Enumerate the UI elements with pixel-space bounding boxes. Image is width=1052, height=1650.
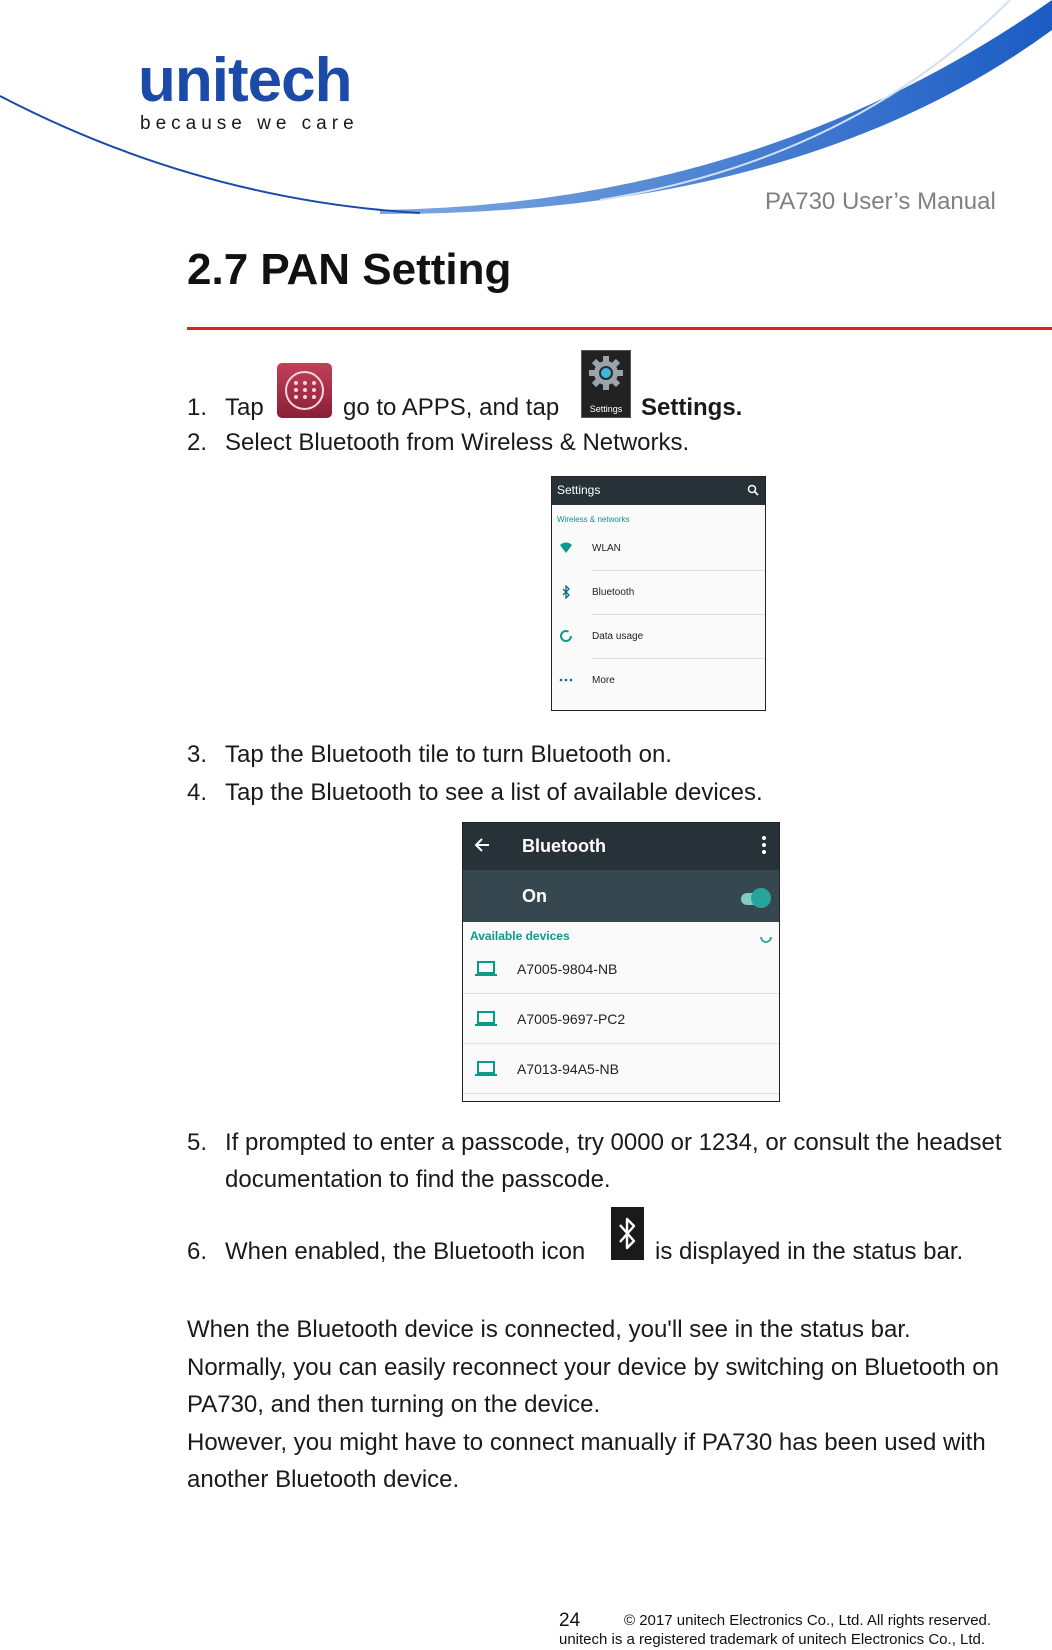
settings-row-wlan: [552, 527, 765, 571]
bluetooth-toggle-row: [463, 870, 779, 922]
app-bar-title: Bluetooth: [522, 836, 606, 856]
device-name: A7013-94A5-NB: [517, 1061, 619, 1077]
settings-row-more: [552, 659, 765, 703]
toggle-switch-knob: [751, 888, 771, 908]
bluetooth-status-icon: [611, 1207, 644, 1260]
step-text: If prompted to enter a passcode, try 0000 or 1234, or consult the headset: [225, 1129, 1002, 1156]
step-text: When enabled, the Bluetooth icon: [225, 1238, 586, 1265]
settings-app-icon: [581, 350, 631, 418]
step-text: Tap the Bluetooth to see a list of available devices.: [225, 779, 763, 806]
wifi-icon: [559, 541, 573, 555]
back-arrow-icon: [473, 836, 491, 854]
toggle-state-label: On: [522, 886, 547, 906]
step-text: documentation to find the passcode.: [225, 1166, 611, 1193]
step-number: 2.: [187, 429, 208, 456]
step-text-bold: Settings.: [641, 394, 743, 421]
bluetooth-icon: [559, 585, 573, 599]
step-number: 5.: [187, 1129, 208, 1156]
overflow-menu-icon: [761, 835, 767, 855]
laptop-icon: [475, 1061, 497, 1077]
step-text: Select Bluetooth from Wireless & Networks.: [225, 429, 690, 456]
step-text: Tap the Bluetooth tile to turn Bluetooth on.: [225, 741, 672, 768]
body-paragraph-line: Normally, you can easily reconnect your device by switching on Bluetooth on: [187, 1354, 999, 1381]
available-devices-label: Available devices: [470, 929, 570, 943]
device-row: [463, 994, 779, 1044]
settings-row-data-usage: [552, 615, 765, 659]
data-usage-icon: [559, 629, 573, 643]
brand-logo-word: unitech: [138, 46, 352, 115]
step-number: 6.: [187, 1238, 208, 1265]
body-paragraph-line: When the Bluetooth device is connected, you'll see in the status bar.: [187, 1316, 911, 1343]
page-number: 24: [559, 1610, 581, 1631]
device-name: A7005-9697-PC2: [517, 1011, 626, 1027]
more-icon: [559, 673, 573, 687]
app-bar: [463, 823, 779, 870]
settings-row-label: WLAN: [592, 543, 621, 554]
brand-logo-tagline: because we care: [140, 113, 359, 134]
step-number: 1.: [187, 394, 208, 421]
app-bar-title: Settings: [557, 483, 601, 497]
step-number: 4.: [187, 779, 208, 806]
footer-copyright: © 2017 unitech Electronics Co., Ltd. All rights reserved.: [624, 1612, 992, 1629]
settings-row-label: More: [592, 675, 615, 686]
manual-title: PA730 User’s Manual: [765, 188, 996, 215]
step-text: is displayed in the status bar.: [655, 1238, 964, 1265]
section-label: Wireless & networks: [557, 515, 630, 524]
refresh-spinner-icon: [759, 930, 773, 944]
settings-row-label: Bluetooth: [592, 587, 635, 598]
apps-drawer-icon: [277, 363, 332, 418]
search-icon: [747, 484, 759, 496]
device-row: [463, 1044, 779, 1094]
title-divider: [187, 327, 1052, 330]
footer-trademark: unitech is a registered trademark of unitech Electronics Co., Ltd.: [559, 1631, 986, 1648]
body-paragraph-line: PA730, and then turning on the device.: [187, 1391, 601, 1418]
body-paragraph-line: another Bluetooth device.: [187, 1466, 460, 1493]
laptop-icon: [475, 961, 497, 977]
laptop-icon: [475, 1011, 497, 1027]
settings-row-bluetooth: [552, 571, 765, 615]
settings-tile-label: Settings: [589, 404, 623, 414]
section-title: 2.7 PAN Setting: [187, 245, 512, 294]
bluetooth-screenshot: [462, 822, 780, 1102]
settings-row-label: Data usage: [592, 631, 644, 642]
device-row: [463, 944, 779, 994]
app-bar: [552, 477, 765, 505]
bluetooth-icon: [617, 1215, 638, 1252]
settings-screenshot: [551, 476, 766, 711]
gear-icon: [589, 356, 623, 390]
body-paragraph-line: However, you might have to connect manually if PA730 has been used with: [187, 1429, 986, 1456]
device-name: A7005-9804-NB: [517, 961, 618, 977]
step-text: Tap: [225, 394, 264, 421]
step-text: go to APPS, and tap: [343, 394, 560, 421]
step-number: 3.: [187, 741, 208, 768]
